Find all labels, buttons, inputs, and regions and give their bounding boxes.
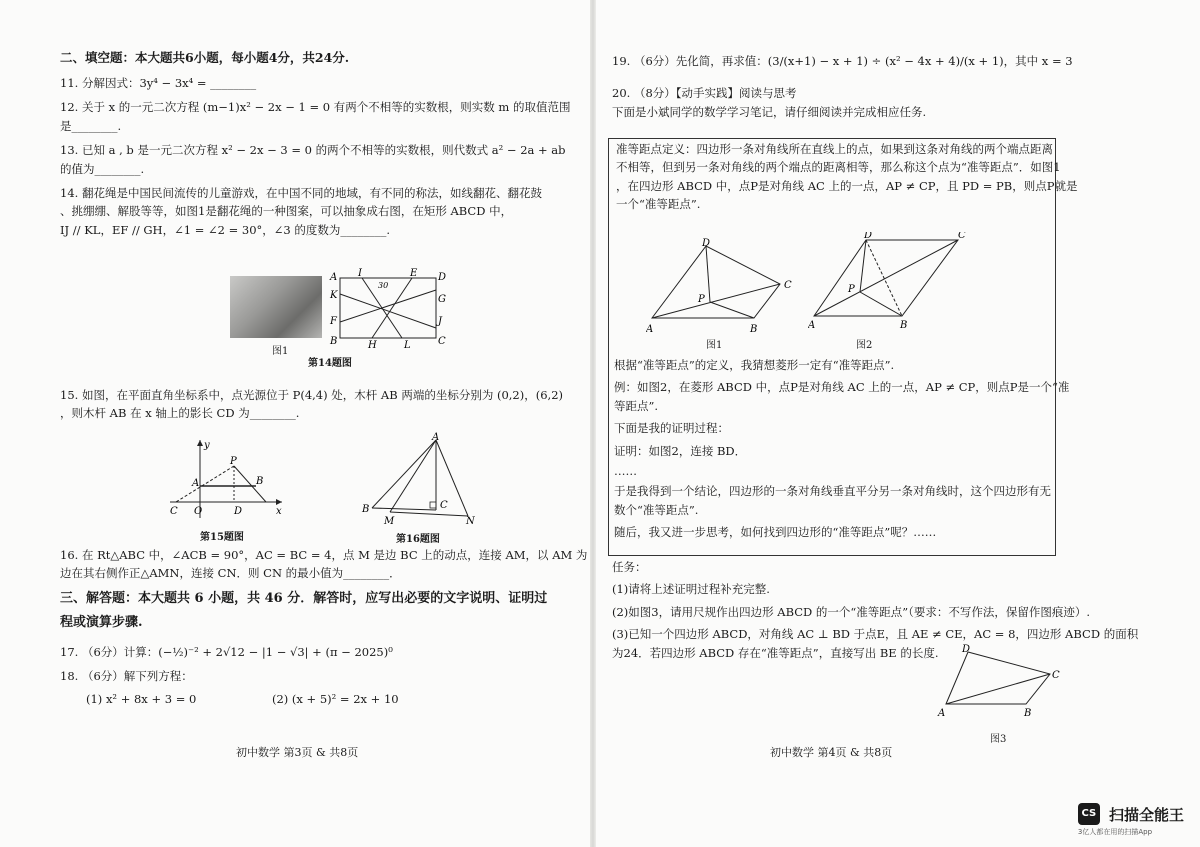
question-12-line2: 是________.: [60, 118, 122, 133]
figure-15-diagram: [166, 436, 286, 520]
task-2: (2)如图3，请用尺规作出四边形 ABCD 的一个“准等距点”（要求：不写作法，保留作图痕迹）.: [612, 604, 1091, 619]
svg-text:C: C: [958, 232, 966, 241]
left-page-footer: 初中数学 第3页 & 共8页: [236, 746, 359, 759]
right-page-footer: 初中数学 第4页 & 共8页: [770, 746, 893, 759]
question-15-block: [60, 386, 563, 423]
svg-text:B: B: [1024, 708, 1032, 719]
svg-text:P: P: [230, 456, 237, 467]
svg-text:D: D: [962, 644, 971, 655]
svg-text:E: E: [410, 268, 418, 279]
question-18-part2: (2) (x + 5)² = 2x + 10: [271, 691, 399, 706]
svg-text:K: K: [330, 290, 338, 301]
svg-text:C: C: [784, 280, 792, 291]
notes-line-2: 不相等，但到另一条对角线的两个端点的距离相等，那么称这个点为“准等距点”．如图1: [616, 160, 1061, 175]
svg-text:L: L: [404, 340, 411, 348]
question-16-line2: 边在其右侧作正△AMN，连接 CN．则 CN 的最小值为________．: [60, 566, 401, 581]
notes-line-6: 例：如图2，在菱形 ABCD 中，点P是对角线 AC 上的一点，AP ≠ CP，则点P是一个“准: [614, 380, 1070, 395]
section-fill-blank-title: 二、填空题：本大题共6小题，每小题4分，共24分.: [60, 50, 350, 65]
question-17: 17. （6分）计算：(−½)⁻² + 2√12 − |1 − √3| + (π − 2025)⁰: [60, 644, 393, 659]
question-18: 18. （6分）解下列方程：: [60, 669, 193, 684]
question-14-line2: 、挑绷绷、解股等等，如图1是翻花绳的一种图案，可以抽象成右图，在矩形 ABCD 中，: [60, 204, 513, 219]
svg-text:A: A: [938, 708, 946, 719]
notes-line-11: 于是我得到一个结论，四边形的一条对角线垂直平分另一条对角线时，这个四边形有无: [614, 484, 1051, 499]
svg-text:G: G: [438, 294, 446, 305]
svg-text:A: A: [192, 478, 200, 489]
task-figure-3-caption: 图3: [990, 734, 1007, 745]
right-column-top: [612, 52, 1073, 121]
svg-text:D: D: [234, 506, 243, 517]
notes-line-3: ，在四边形 ABCD 中，点P是对角线 AC 上的一点，AP ≠ CP，且 PD = PB，则点P就是: [616, 178, 1078, 193]
svg-text:C: C: [440, 500, 448, 511]
question-15-line2: ，则木杆 AB 在 x 轴上的影长 CD 为________.: [60, 406, 300, 421]
svg-text:B: B: [362, 504, 370, 515]
notes-figure-1-caption: 图1: [706, 340, 723, 351]
notes-line-4: 一个“准等距点”.: [616, 197, 701, 212]
question-11: 11. 分解因式：3y⁴ − 3x⁴ = ________: [60, 76, 257, 90]
svg-text:D: D: [864, 232, 873, 241]
task-figure-3: [936, 644, 1066, 720]
scanner-app-name: 扫描全能王: [1108, 805, 1184, 824]
question-20-title: 20. （8分）【动手实践】阅读与思考: [612, 86, 797, 101]
svg-text:A: A: [330, 272, 338, 283]
notes-line-1: 准等距点定义：四边形一条对角线所在直线上的点，如果到这条对角线的两个端点距离: [616, 142, 1053, 156]
svg-text:I: I: [358, 268, 362, 279]
figure-14-1-caption: 图1: [272, 346, 289, 357]
string-game-photo: [230, 276, 322, 338]
svg-text:C: C: [438, 336, 446, 347]
svg-text:N: N: [466, 516, 475, 527]
svg-text:y: y: [204, 440, 210, 451]
notes-line-8: 下面是我的证明过程：: [614, 421, 729, 436]
question-13-line1: 13. 已知 a , b 是一元二次方程 x² − 2x − 3 = 0 的两个不相等的实数根，则代数式 a² − 2a + ab: [60, 143, 566, 158]
svg-text:D: D: [438, 272, 447, 283]
tasks-title: 任务：: [612, 560, 647, 574]
svg-text:B: B: [330, 336, 338, 347]
scanner-logo-icon: CS: [1078, 803, 1100, 825]
page-fold: [590, 0, 596, 847]
section-answer-title-line2: 程或演算步骤.: [60, 614, 143, 630]
svg-text:A: A: [432, 432, 440, 443]
notes-line-12: 数个“准等距点”.: [614, 502, 699, 517]
svg-text:J: J: [438, 316, 443, 327]
question-18-parts: [60, 690, 587, 708]
task-1: (1)请将上述证明过程补充完整.: [612, 582, 770, 597]
svg-text:C: C: [170, 506, 178, 517]
notes-figure-1: [646, 238, 796, 334]
question-18-part1: (1) x² + 8x + 3 = 0: [86, 691, 197, 706]
svg-text:A: A: [646, 324, 654, 334]
figure-14-caption: 第14题图: [308, 358, 352, 369]
notes-proof: [614, 356, 1069, 542]
notes-line-7: 等距点”.: [614, 398, 659, 413]
figure-16-caption: 第16题图: [396, 534, 440, 545]
task-3-line2: 为24．若四边形 ABCD 存在“准等距点”，直接写出 BE 的长度.: [612, 645, 939, 660]
notes-line-13: 随后，我又进一步思考，如何找到四边形的“准等距点”呢？……: [614, 525, 937, 540]
svg-text:F: F: [330, 316, 337, 327]
figure-15-caption: 第15题图: [200, 532, 244, 543]
notes-figure-2-caption: 图2: [856, 340, 873, 351]
svg-text:O: O: [194, 506, 203, 517]
figure-14-diagram: [328, 268, 448, 348]
svg-text:P: P: [698, 294, 705, 305]
svg-text:D: D: [702, 238, 711, 249]
question-14-line1: 14. 翻花绳是中国民间流传的儿童游戏，在中国不同的地域，有不同的称法，如线翻花、翻花鼓: [60, 185, 542, 200]
svg-text:30: 30: [378, 281, 389, 290]
svg-text:C: C: [1052, 670, 1060, 681]
notes-line-9: 证明：如图2，连接 BD．: [614, 443, 747, 458]
scanner-watermark: [1078, 803, 1184, 837]
svg-text:M: M: [384, 516, 395, 527]
svg-text:B: B: [900, 320, 908, 331]
question-16-line1: 16. 在 Rt△ABC 中，∠ACB = 90°，AC = BC = 4，点 M 是边 BC 上的动点，连接 AM，以 AM 为: [60, 548, 588, 562]
svg-text:H: H: [368, 340, 377, 348]
question-14-line3: IJ // KL，EF // GH，∠1 = ∠2 = 30°，∠3 的度数为________.: [60, 222, 391, 237]
notes-line-10: ……: [614, 463, 637, 478]
svg-text:P: P: [848, 284, 855, 295]
notes-figure-2: [808, 232, 972, 332]
question-12-line1: 12. 关于 x 的一元二次方程 (m−1)x² − 2x − 1 = 0 有两个不相等的实数根，则实数 m 的取值范围: [60, 100, 571, 115]
question-13-line2: 的值为________.: [60, 161, 145, 176]
section-answer-title-line1: 三、解答题：本大题共 6 小题，共 46 分．解答时，应写出必要的文字说明、证明过: [60, 590, 548, 606]
svg-text:A: A: [808, 320, 816, 331]
question-19: 19. （6分）先化简，再求值：(3/(x+1) − x + 1) ÷ (x² − 4x + 4)/(x + 1)，其中 x = 3: [612, 54, 1073, 68]
scanner-tagline: 3亿人都在用的扫描App: [1077, 828, 1153, 836]
left-column-top: [60, 48, 570, 239]
question-15-line1: 15. 如图，在平面直角坐标系中，点光源位于 P(4,4) 处，木杆 AB 两端的坐标分别为 (0,2)，(6,2): [60, 388, 563, 402]
notes-line-5: 根据“准等距点”的定义，我猜想菱形一定有“准等距点”.: [614, 358, 895, 372]
svg-text:B: B: [750, 324, 758, 334]
task-3-line1: (3)已知一个四边形 ABCD，对角线 AC ⊥ BD 于点E，且 AE ≠ CE，AC = 8，四边形 ABCD 的面积: [612, 627, 1139, 642]
left-column-bottom: [60, 546, 587, 708]
svg-text:x: x: [276, 506, 282, 517]
question-20-intro: 下面是小斌同学的数学学习笔记，请仔细阅读并完成相应任务.: [612, 104, 927, 119]
figure-16-diagram: [360, 432, 480, 528]
notes-definition: [616, 140, 1077, 214]
svg-text:B: B: [256, 476, 264, 487]
